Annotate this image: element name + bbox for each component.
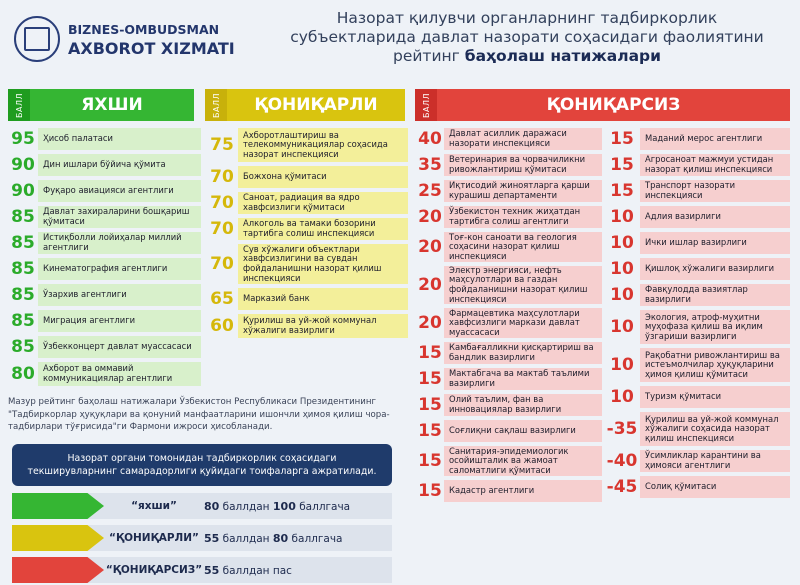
agency-name: Ҳисоб палатаси <box>38 128 201 150</box>
score-value: -45 <box>606 477 638 497</box>
score-value: 35 <box>418 155 442 175</box>
table-row <box>416 420 602 442</box>
green-arrow-icon <box>12 493 104 519</box>
table-row <box>206 166 408 188</box>
agency-name: Кадастр агентлиги <box>444 480 602 502</box>
table-row <box>8 180 201 202</box>
table-row <box>604 206 790 228</box>
table-row <box>8 336 201 358</box>
legend-mid: баллдан <box>219 500 273 513</box>
score-value: 70 <box>210 167 234 187</box>
legend-good <box>12 493 392 519</box>
score-value: 15 <box>418 421 442 441</box>
table-row <box>604 386 790 408</box>
table-row <box>416 180 602 202</box>
agency-name: Агросаноат мажмуи устидан назорат қилиш инспекцияси <box>640 154 790 176</box>
table-row <box>604 412 790 446</box>
table-row <box>8 362 201 386</box>
score-value: 10 <box>610 207 634 227</box>
agency-name: Фармацевтика маҳсулотлари хавфсизлиги маркази давлат муассасаси <box>444 308 602 338</box>
score-value: 10 <box>610 285 634 305</box>
table-row <box>604 180 790 202</box>
agency-name: Маданий мерос агентлиги <box>640 128 790 150</box>
ball-label <box>205 89 227 121</box>
score-value: 15 <box>418 481 442 501</box>
table-row <box>206 288 408 310</box>
brand-line1: BIZNES-OMBUDSMAN <box>68 22 220 37</box>
table-row <box>604 284 790 306</box>
table-row <box>604 310 790 344</box>
score-value: 95 <box>11 129 35 149</box>
agency-name: Кинематография агентлиги <box>38 258 201 280</box>
agency-name: Рақобатни ривожлантириш ва истеъмолчилар ҳуқуқларини ҳимоя қилиш қўмитаси <box>640 348 790 382</box>
satisfactory-header <box>205 89 405 121</box>
score-value: 15 <box>418 451 442 471</box>
title-line2: субъектларида давлат назорати соҳасидаги фаолиятини <box>290 28 764 46</box>
legend-mid: баллдан <box>219 532 273 545</box>
score-value: 70 <box>210 254 234 274</box>
agency-name: Туризм қўмитаси <box>640 386 790 408</box>
legend-end: баллгача <box>288 532 343 545</box>
score-value: 80 <box>11 364 35 384</box>
table-row <box>8 128 201 150</box>
score-value: 85 <box>11 233 35 253</box>
score-value: 40 <box>418 129 442 149</box>
table-row <box>416 368 602 390</box>
score-value: 10 <box>610 355 634 375</box>
score-value: 15 <box>418 395 442 415</box>
score-value: 10 <box>610 387 634 407</box>
score-value: 20 <box>418 237 442 257</box>
agency-name: Мактабгача ва мактаб таълими вазирлиги <box>444 368 602 390</box>
agency-name: Санитария-эпидемиологик осойишталик ва жамоат саломатлиги қўмитаси <box>444 446 602 476</box>
table-row <box>604 128 790 150</box>
agency-name: Саноат, радиация ва ядро хавфсизлиги қўмитаси <box>238 192 408 214</box>
table-row <box>416 128 602 150</box>
table-row <box>8 310 201 332</box>
score-value: -40 <box>606 451 638 471</box>
table-row <box>8 232 201 254</box>
score-value: 60 <box>210 316 234 336</box>
score-value: 20 <box>418 207 442 227</box>
table-row <box>604 450 790 472</box>
table-row <box>416 342 602 364</box>
score-value: 70 <box>210 219 234 239</box>
score-value: 75 <box>210 135 234 155</box>
table-row <box>416 266 602 304</box>
score-value: -35 <box>606 419 638 439</box>
agency-name: Ўзархив агентлиги <box>38 284 201 306</box>
agency-name: Марказий банк <box>238 288 408 310</box>
legend-name: “яхши” <box>131 500 177 512</box>
agency-name: Қишлоқ хўжалиги вазирлиги <box>640 258 790 280</box>
table-row <box>604 348 790 382</box>
score-value: 90 <box>11 181 35 201</box>
agency-name: Иқтисодий жиноятларга қарши курашиш департаменти <box>444 180 602 202</box>
table-row <box>8 258 201 280</box>
unsatisfactory-header <box>415 89 790 121</box>
agency-name: Соғлиқни сақлаш вазирлиги <box>444 420 602 442</box>
agency-name: Ўзбекконцерт давлат муассасаси <box>38 336 201 358</box>
agency-name: Ахборот ва оммавий коммуникациялар агентлиги <box>38 362 201 386</box>
agency-name: Фавқулодда вазиятлар вазирлиги <box>640 284 790 306</box>
table-row <box>416 394 602 416</box>
brand-line2: AXBOROT XIZMATI <box>68 39 235 58</box>
legend-end: баллгача <box>295 500 351 513</box>
table-row <box>206 192 408 214</box>
score-value: 15 <box>610 129 634 149</box>
agency-name: Ўзбекистон техник жиҳатдан тартибга солиш агентлиги <box>444 206 602 228</box>
category-box: Назорат органи томонидан тадбиркорлик соҳасидаги текширувларнинг самарадорлиги қуйидаги тоифаларга ажратилади. <box>12 444 392 486</box>
table-row <box>206 244 408 284</box>
legend-mid: баллдан пас <box>219 564 292 577</box>
table-row <box>416 232 602 262</box>
score-value: 85 <box>11 259 35 279</box>
score-value: 70 <box>210 193 234 213</box>
agency-name: Дин ишлари бўйича қўмита <box>38 154 201 176</box>
score-value: 10 <box>610 317 634 337</box>
table-row <box>8 284 201 306</box>
legend-range <box>204 532 342 545</box>
table-row <box>206 314 408 338</box>
agency-name: Давлат захираларини бошқариш қўмитаси <box>38 206 201 228</box>
good-header <box>8 89 194 121</box>
emblem-icon <box>24 27 50 51</box>
legend-from: 55 <box>204 531 220 545</box>
table-row <box>8 154 201 176</box>
title-line3-pre: рейтинг <box>392 47 465 65</box>
agency-name: Миграция агентлиги <box>38 310 201 332</box>
agency-name: Электр энергияси, нефть маҳсулотлари ва газдан фойдаланишни назорат қилиш инспекцияси <box>444 266 602 304</box>
table-row <box>416 206 602 228</box>
ball-text: БАЛЛ <box>421 92 431 118</box>
legend-to: 80 <box>272 531 289 545</box>
yellow-arrow-icon <box>12 525 104 551</box>
legend-range <box>204 500 350 513</box>
score-value: 85 <box>11 207 35 227</box>
legend-from: 80 <box>204 499 220 513</box>
agency-name: Ветеринария ва чорвачиликни ривожлантириш қўмитаси <box>444 154 602 176</box>
score-value: 20 <box>418 275 442 295</box>
legend-to: 100 <box>272 499 296 513</box>
table-row <box>604 232 790 254</box>
ball-text: БАЛЛ <box>14 92 24 118</box>
score-value: 25 <box>418 181 442 201</box>
table-row <box>416 308 602 338</box>
legend-satisfactory <box>12 525 392 551</box>
agency-name: Божхона қўмитаси <box>238 166 408 188</box>
score-value: 85 <box>11 337 35 357</box>
legend-from: 55 <box>204 563 220 577</box>
agency-name: Камбағалликни қисқартириш ва бандлик вазирлиги <box>444 342 602 364</box>
agency-name: Истиқболли лойиҳалар миллий агентлиги <box>38 232 201 254</box>
agency-name: Ахборотлаштириш ва телекоммуникациялар соҳасида назорат инспекцияси <box>238 128 408 162</box>
title-line1: Назорат қилувчи органларнинг тадбиркорлик <box>336 9 718 27</box>
agency-name: Фуқаро авиацияси агентлиги <box>38 180 201 202</box>
ball-label <box>8 89 30 121</box>
agency-name: Солиқ қўмитаси <box>640 476 790 498</box>
page-title <box>262 9 792 66</box>
table-row <box>604 258 790 280</box>
legend-name: “ҚОНИҚАРЛИ” <box>109 532 199 544</box>
agency-name: Транспорт назорати инспекцияси <box>640 180 790 202</box>
table-row <box>604 154 790 176</box>
score-value: 85 <box>11 285 35 305</box>
agency-name: Тоғ-кон саноати ва геология соҳасини назорат қилиш инспекцияси <box>444 232 602 262</box>
agency-name: Давлат асиллик даражаси назорати инспекцияси <box>444 128 602 150</box>
agency-name: Алкоголь ва тамаки бозорини тартибга солиш инспекцияси <box>238 218 408 240</box>
satisfactory-title: ҚОНИҚАРЛИ <box>227 89 405 121</box>
score-value: 15 <box>418 343 442 363</box>
score-value: 85 <box>11 311 35 331</box>
legend-range <box>204 564 292 577</box>
score-value: 90 <box>11 155 35 175</box>
table-row <box>206 128 408 162</box>
legend-name: “ҚОНИҚАРСИЗ” <box>105 564 203 576</box>
score-value: 15 <box>610 155 634 175</box>
score-value: 10 <box>610 233 634 253</box>
agency-name: Қурилиш ва уй-жой коммунал хўжалиги соҳасида назорат қилиш инспекцияси <box>640 412 790 446</box>
good-title: ЯХШИ <box>30 89 194 121</box>
score-value: 15 <box>418 369 442 389</box>
table-row <box>206 218 408 240</box>
table-row <box>416 480 602 502</box>
table-row <box>416 446 602 476</box>
agency-name: Экология, атроф-муҳитни муҳофаза қилиш ва иқлим ўзгариши вазирлиги <box>640 310 790 344</box>
score-value: 15 <box>610 181 634 201</box>
ball-text: БАЛЛ <box>211 92 221 118</box>
agency-name: Ички ишлар вазирлиги <box>640 232 790 254</box>
red-arrow-icon <box>12 557 104 583</box>
table-row <box>416 154 602 176</box>
agency-name: Сув хўжалиги объектлари хавфсизлигини ва сувдан фойдаланишни назорат қилиш инспекцияси <box>238 244 408 284</box>
logo <box>14 16 60 62</box>
agency-name: Олий таълим, фан ва инновациялар вазирлиги <box>444 394 602 416</box>
ball-label <box>415 89 437 121</box>
title-line3 <box>262 47 792 66</box>
note-text: Мазур рейтинг баҳолаш натижалари Ўзбекистон Республикаси Президентининг "Тадбиркорлар ҳуқуқлари ва қонуний манфаатларини ишончли ҳимоя қилиш чора-тадбирлари тўғрисида"ги Фармони ижроси ҳисобланади. <box>8 397 390 432</box>
score-value: 10 <box>610 259 634 279</box>
score-value: 65 <box>210 289 234 309</box>
agency-name: Ўсимликлар карантини ва ҳимояси агентлиги <box>640 450 790 472</box>
agency-name: Адлия вазирлиги <box>640 206 790 228</box>
title-line3-bold: баҳолаш натижалари <box>464 47 662 65</box>
table-row <box>604 476 790 498</box>
score-value: 20 <box>418 313 442 333</box>
legend-unsatisfactory <box>12 557 392 583</box>
unsatisfactory-title: ҚОНИҚАРСИЗ <box>437 89 790 121</box>
table-row <box>8 206 201 228</box>
agency-name: Қурилиш ва уй-жой коммунал хўжалиги вазирлиги <box>238 314 408 338</box>
